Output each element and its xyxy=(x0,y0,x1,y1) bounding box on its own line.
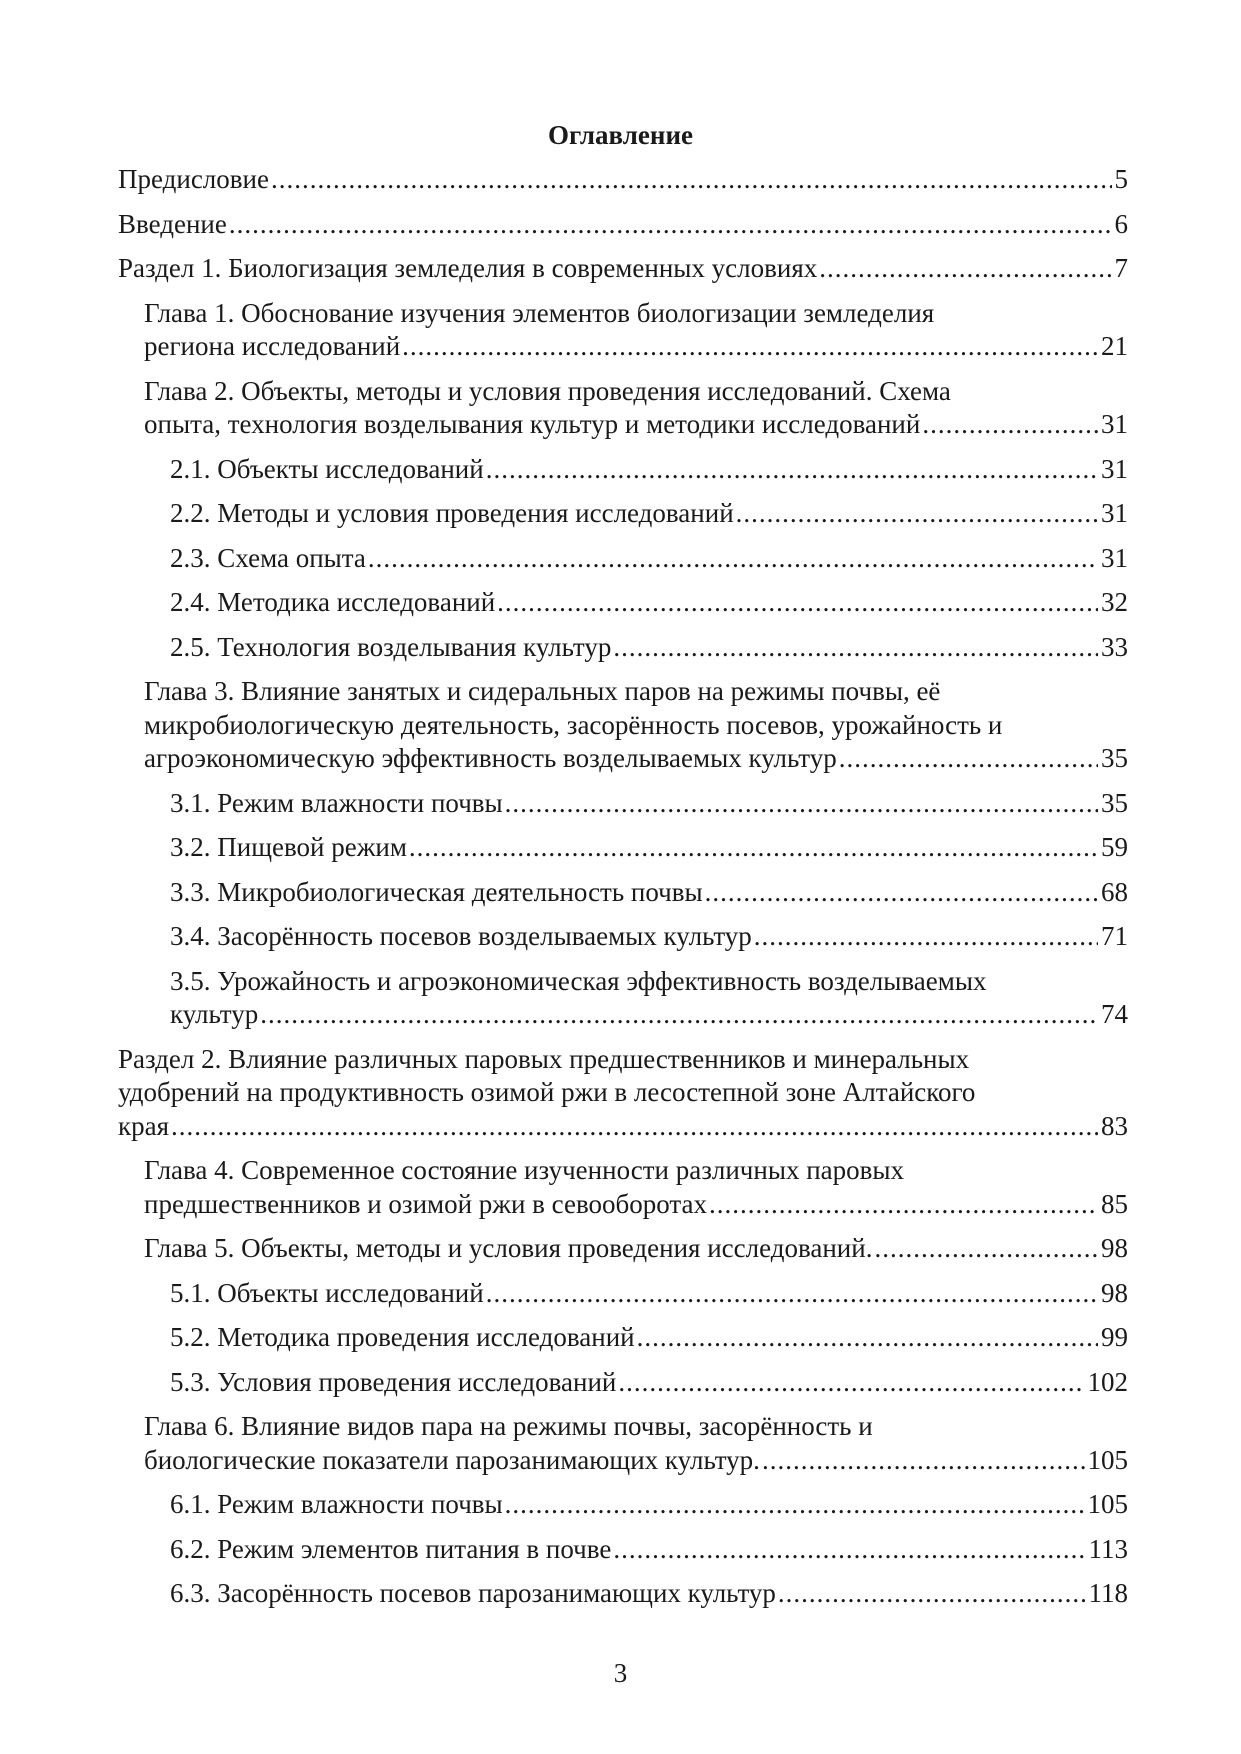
dot-leader xyxy=(505,787,1098,821)
toc-entry-chapter-2[interactable] xyxy=(118,375,1128,442)
toc-entry-section-1[interactable] xyxy=(118,252,1128,286)
toc-entry-5-1[interactable] xyxy=(118,1277,1128,1311)
toc-entry-text: края xyxy=(118,1110,170,1141)
toc-entry-text: Глава 5. Объекты, методы и условия проведения исследований. xyxy=(144,1233,873,1263)
toc-entry-text: 2.2. Методы и условия проведения исследований xyxy=(170,498,734,528)
dot-leader xyxy=(486,453,1098,487)
toc-entry-text: 3.1. Режим влажности почвы xyxy=(170,787,503,818)
toc-entry-page: 35 xyxy=(1101,743,1128,773)
dot-leader xyxy=(922,408,1098,442)
toc-entry-6-2[interactable] xyxy=(118,1533,1128,1567)
toc-entry-page: 85 xyxy=(1101,1188,1128,1219)
dot-leader xyxy=(497,586,1098,620)
toc-entry-text: 2.5. Технология возделывания культур xyxy=(170,631,612,662)
dot-leader xyxy=(736,497,1098,531)
page-number: 3 xyxy=(613,1658,628,1688)
toc-entry-page: 31 xyxy=(1101,409,1128,439)
toc-entry-text: Введение xyxy=(118,208,227,239)
toc-entry-text-line: 3.5. Урожайность и агроэкономическая эффективность возделываемых xyxy=(170,965,987,996)
toc-entry-page: 98 xyxy=(1101,1233,1128,1263)
toc-entry-text: 6.2. Режим элементов питания в почве xyxy=(170,1533,612,1564)
dot-leader xyxy=(171,1110,1098,1144)
toc-entry-text: агроэкономическую эффективность возделываемых культур xyxy=(144,743,837,773)
toc-entry-3-2[interactable] xyxy=(118,831,1128,865)
dot-leader xyxy=(505,1488,1085,1522)
toc-title: Оглавление xyxy=(548,120,693,150)
dot-leader xyxy=(839,742,1098,776)
toc-entry-chapter-4[interactable] xyxy=(118,1154,1128,1221)
toc-entry-page: 99 xyxy=(1101,1322,1128,1352)
toc-entry-5-2[interactable] xyxy=(118,1321,1128,1355)
dot-leader xyxy=(874,1232,1098,1266)
toc-entry-6-3[interactable] xyxy=(118,1577,1128,1611)
dot-leader xyxy=(709,1188,1098,1222)
toc-entry-text: биологические показатели парозанимающих культур. xyxy=(144,1444,760,1475)
toc-entry-page: 118 xyxy=(1088,1578,1128,1608)
dot-leader xyxy=(613,631,1098,665)
toc-entry-text: 6.3. Засорённость посевов парозанимающих культур xyxy=(170,1578,776,1608)
dot-leader xyxy=(637,1321,1098,1355)
toc-entry-text: Предисловие xyxy=(118,164,269,194)
dot-leader xyxy=(368,542,1098,576)
toc-entry-chapter-5[interactable] xyxy=(118,1232,1128,1266)
toc-entry-page: 32 xyxy=(1101,587,1128,617)
toc-entry-2-2[interactable] xyxy=(118,497,1128,531)
dot-leader xyxy=(271,163,1112,197)
toc-entry-text: 2.1. Объекты исследований xyxy=(170,453,484,484)
toc-entry-text-line: Глава 4. Современное состояние изученности различных паровых xyxy=(144,1155,905,1185)
dot-leader xyxy=(778,1577,1086,1611)
toc-entry-text-line: микробиологическую деятельность, засорённость посевов, урожайность и xyxy=(144,709,1003,740)
toc-entry-3-3[interactable] xyxy=(118,876,1128,910)
toc-entry-text-line: Раздел 2. Влияние различных паровых предшественников и минеральных xyxy=(118,1043,970,1074)
toc-entry-text: Раздел 1. Биологизация земледелия в современных условиях xyxy=(118,253,818,283)
dot-leader xyxy=(260,998,1098,1032)
toc-entry-introduction[interactable] xyxy=(118,208,1128,242)
toc-entry-text-line: Глава 3. Влияние занятых и сидеральных паров на режимы почвы, её xyxy=(144,676,941,706)
toc-entry-page: 105 xyxy=(1087,1489,1128,1519)
dot-leader xyxy=(613,1533,1085,1567)
toc-entry-page: 113 xyxy=(1088,1533,1128,1564)
toc-entry-page: 98 xyxy=(1101,1277,1128,1308)
toc-entry-chapter-3[interactable] xyxy=(118,675,1128,776)
toc-entry-page: 7 xyxy=(1114,253,1128,283)
dot-leader xyxy=(705,876,1098,910)
toc-entry-text: культур xyxy=(170,999,259,1029)
table-of-contents xyxy=(118,163,1128,1622)
toc-entry-text: 6.1. Режим влажности почвы xyxy=(170,1489,503,1519)
toc-entry-preface[interactable] xyxy=(118,163,1128,197)
toc-entry-text: предшественников и озимой ржи в севооборотах xyxy=(144,1188,708,1219)
toc-entry-page: 68 xyxy=(1101,876,1128,907)
dot-leader xyxy=(409,831,1098,865)
dot-leader xyxy=(754,920,1098,954)
toc-entry-2-4[interactable] xyxy=(118,586,1128,620)
toc-entry-2-5[interactable] xyxy=(118,631,1128,665)
dot-leader xyxy=(402,330,1098,364)
dot-leader xyxy=(762,1444,1085,1478)
toc-entry-text: 5.1. Объекты исследований xyxy=(170,1277,484,1308)
toc-entry-page: 71 xyxy=(1101,921,1128,951)
toc-entry-page: 6 xyxy=(1114,208,1128,239)
toc-entry-3-1[interactable] xyxy=(118,787,1128,821)
dot-leader xyxy=(819,252,1111,286)
toc-entry-text-line: Глава 1. Обоснование изучения элементов биологизации земледелия xyxy=(144,297,935,328)
toc-entry-page: 33 xyxy=(1101,631,1128,662)
toc-entry-text: 2.4. Методика исследований xyxy=(170,587,496,617)
toc-entry-page: 105 xyxy=(1087,1444,1128,1475)
toc-entry-3-5[interactable] xyxy=(118,965,1128,1032)
toc-entry-text-line: удобрений на продуктивность озимой ржи в лесостепной зоне Алтайского xyxy=(118,1077,976,1107)
toc-entry-page: 35 xyxy=(1101,787,1128,818)
toc-entry-text: 5.2. Методика проведения исследований xyxy=(170,1322,635,1352)
toc-entry-page: 83 xyxy=(1101,1110,1128,1141)
toc-entry-6-1[interactable] xyxy=(118,1488,1128,1522)
toc-entry-text: 2.3. Схема опыта xyxy=(170,542,366,573)
dot-leader xyxy=(486,1277,1098,1311)
toc-entry-text: региона исследований xyxy=(144,331,401,361)
toc-entry-text: 3.3. Микробиологическая деятельность почвы xyxy=(170,876,703,907)
toc-entry-page: 21 xyxy=(1101,331,1128,361)
toc-entry-page: 31 xyxy=(1101,542,1128,573)
toc-entry-page: 31 xyxy=(1101,498,1128,528)
toc-entry-text: опыта, технология возделывания культур и методики исследований xyxy=(144,409,921,439)
toc-entry-page: 31 xyxy=(1101,453,1128,484)
toc-entry-page: 102 xyxy=(1087,1366,1128,1397)
toc-entry-page: 59 xyxy=(1101,832,1128,862)
toc-entry-text: 5.3. Условия проведения исследований xyxy=(170,1366,617,1397)
toc-entry-chapter-6[interactable] xyxy=(118,1410,1128,1477)
dot-leader xyxy=(618,1366,1084,1400)
toc-entry-page: 5 xyxy=(1114,164,1128,194)
toc-entry-2-1[interactable] xyxy=(118,453,1128,487)
toc-entry-text: 3.4. Засорённость посевов возделываемых культур xyxy=(170,921,752,951)
toc-entry-page: 74 xyxy=(1101,999,1128,1029)
toc-entry-5-3[interactable] xyxy=(118,1366,1128,1400)
toc-entry-chapter-1[interactable] xyxy=(118,297,1128,364)
toc-entry-text-line: Глава 6. Влияние видов пара на режимы почвы, засорённость и xyxy=(144,1411,873,1441)
toc-entry-text-line: Глава 2. Объекты, методы и условия проведения исследований. Схема xyxy=(144,375,951,406)
toc-entry-3-4[interactable] xyxy=(118,920,1128,954)
toc-entry-text: 3.2. Пищевой режим xyxy=(170,832,407,862)
toc-entry-section-2[interactable] xyxy=(118,1043,1128,1144)
toc-entry-2-3[interactable] xyxy=(118,542,1128,576)
dot-leader xyxy=(229,208,1112,242)
